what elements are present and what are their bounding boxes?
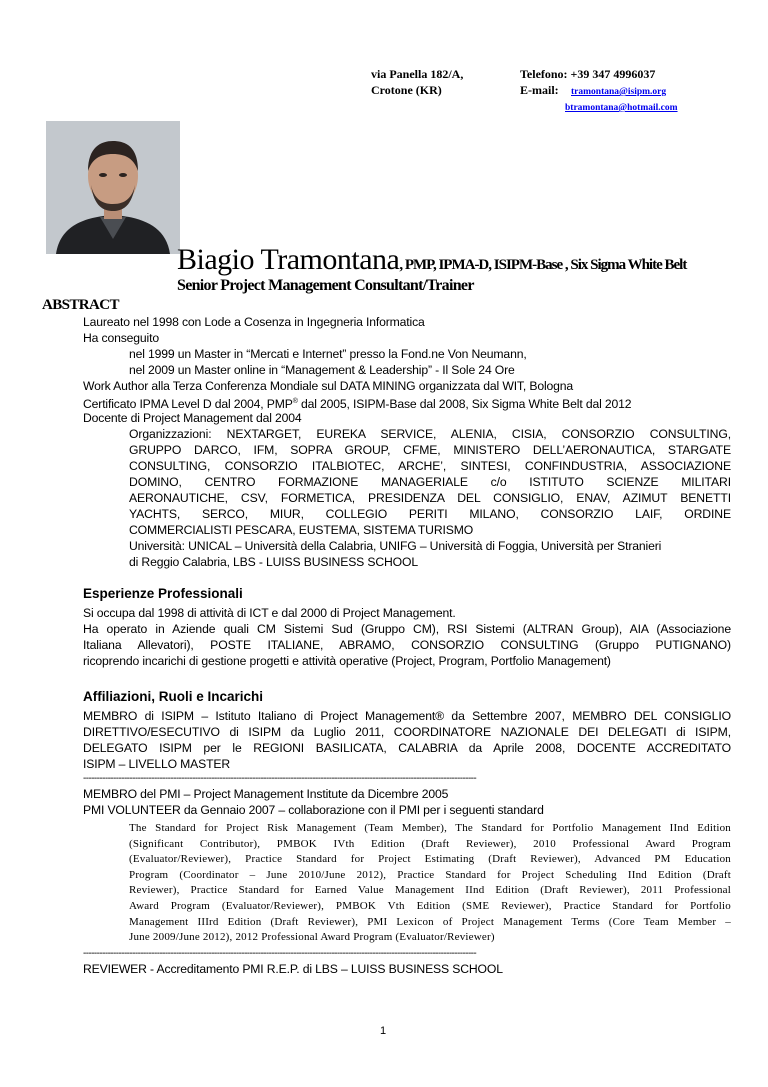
- affiliations-heading: Affiliazioni, Ruoli e Incarichi: [83, 689, 264, 704]
- isipm-line: MEMBRO di ISIPM – Istituto Italiano di Project Management® da Settembre 2007, MEMBRO DEL CONSIGLIO: [83, 709, 731, 723]
- experience-line-2: Ha operato in Aziende quali CM Sistemi Sud (Gruppo CM), RSI Sistemi (ALTRAN Group), AIA (Associazione: [83, 622, 731, 636]
- job-title: Senior Project Management Consultant/Trainer: [177, 277, 474, 294]
- person-name: Biagio Tramontana: [177, 243, 400, 276]
- achieved-label: Ha conseguito: [83, 331, 159, 345]
- phone: Telefono: +39 347 4996037: [520, 67, 656, 81]
- isipm-line: DELEGATO ISIPM per le REGIONI BASILICATA, CALABRIA da Aprile 2008, DOCENTE ACCREDITATO: [83, 741, 731, 755]
- standards-line: (Significant Contributor), PMBOK IVth Edition (Draft Reviewer), 2010 Professional Award Program: [129, 837, 731, 850]
- organizations-last-line: COMMERCIALISTI PESCARA, EUSTEMA, SISTEMA TURISMO: [129, 523, 474, 537]
- standards-line: Management IIIrd Edition (Draft Reviewer), PMI Lexicon of Project Management Terms (Core Team Member –: [129, 915, 731, 928]
- email-link-2[interactable]: btramontana@hotmail.com: [565, 103, 678, 113]
- orgs-line: AERONAUTICHE, CSV, FORMETICA, PRESIDENZA DEL CONSIGLIO, ENAV, AZIMUT BENETTI: [129, 491, 731, 505]
- portrait-image: [46, 121, 180, 254]
- standards-line: Program (Coordinator – June 2010/June 2012), Practice Standard for Project Scheduling IInd Edition (Draft: [129, 868, 731, 881]
- email-link-1[interactable]: tramontana@isipm.org: [571, 87, 667, 97]
- page-number: 1: [380, 1025, 387, 1037]
- orgs-line: DOMINO, CENTRO FORMAZIONE MANAGERIALE c/o ISTITUTO SCIENZE MILITARI: [129, 475, 731, 489]
- isipm-last-line: ISIPM – LIVELLO MASTER: [83, 757, 231, 771]
- master-1: nel 1999 un Master in “Mercati e Internet” presso la Fond.ne Von Neumann,: [129, 347, 527, 361]
- standards-line: (Evaluator/Reviewer), Practice Standard for Project Estimating (Draft Reviewer), Advanced PM Education: [129, 853, 731, 866]
- orgs-line: CONSULTING, CONSORZIO ITALBIOTEC, ARCHE’, SINTESI, CONFINDUSTRIA, ASSOCIAZIONE: [129, 459, 731, 473]
- pmi-member: MEMBRO del PMI – Project Management Institute da Dicembre 2005: [83, 787, 449, 801]
- certifications: Certificato IPMA Level D dal 2004, PMP® dal 2005, ISIPM-Base dal 2008, Six Sigma White Belt dal 2012: [83, 397, 632, 412]
- experience-line-3: Italiana Allevatori), POSTE ITALIANE, ABRAMO, CONSORZIO CONSULTING (Gruppo PUTIGNANO): [83, 638, 731, 652]
- profile-photo: [46, 121, 180, 254]
- master-2: nel 2009 un Master online in “Management & Leadership” - Il Sole 24 Ore: [129, 363, 515, 377]
- separator-2: ------------------------------------------------------------------------------------------------------------------------------------------------: [83, 949, 477, 959]
- teacher-since: Docente di Project Management dal 2004: [83, 411, 302, 425]
- experience-line-1: Si occupa dal 1998 di attività di ICT e dal 2000 di Project Management.: [83, 606, 456, 620]
- person-name-line: [177, 243, 686, 277]
- abstract-heading: ABSTRACT: [42, 297, 119, 313]
- isipm-line: DIRETTIVO/ESECUTIVO di ISIPM da Luglio 2011, COORDINATORE NAZIONALE DEI DELEGATI di ISIPM,: [83, 725, 731, 739]
- universities-line-2: di Reggio Calabria, LBS - LUISS BUSINESS SCHOOL: [129, 555, 418, 569]
- address-line-1: via Panella 182/A,: [371, 67, 464, 81]
- standards-last-line: June 2009/June 2012), 2012 Professional Award Program (Evaluator/Reviewer): [129, 931, 495, 943]
- experience-line-4: ricoprendo incarichi di gestione progetti e attività operative (Project, Program, Portfolio Management): [83, 654, 611, 668]
- qualifications: , PMP, IPMA-D, ISIPM-Base , Six Sigma White Belt: [399, 257, 687, 273]
- separator-1: ------------------------------------------------------------------------------------------------------------------------------------------------: [83, 774, 477, 784]
- degree: Laureato nel 1998 con Lode a Cosenza in Ingegneria Informatica: [83, 315, 425, 329]
- orgs-line: YACHTS, SERCO, MIUR, COLLEGIO PERITI MILANO, CONSORZIO LAIF, ORDINE: [129, 507, 731, 521]
- standards-line: Award Program (Evaluator/Reviewer), PMBOK Vth Edition (SME Reviewer), Practice Standard for Portfolio: [129, 900, 731, 912]
- universities-line-1: Università: UNICAL – Università della Calabria, UNIFG – Università di Foggia, Università per Stranieri: [129, 539, 662, 553]
- work-author: Work Author alla Terza Conferenza Mondiale sul DATA MINING organizzata dal WIT, Bologna: [83, 379, 574, 393]
- orgs-line: GRUPPO DARCO, IFM, SOPRA GROUP, CFME, MINISTERO DELL’AERONAUTICA, STARGATE: [129, 443, 731, 457]
- address-line-2: Crotone (KR): [371, 83, 442, 97]
- experience-heading: Esperienze Professionali: [83, 586, 243, 601]
- reviewer: REVIEWER - Accreditamento PMI R.E.P. di LBS – LUISS BUSINESS SCHOOL: [83, 962, 503, 976]
- standards-line: Reviewer), Practice Standard for Earned Value Management IInd Edition (Draft Reviewer), 2011 Professional: [129, 884, 731, 897]
- standards-line: The Standard for Project Risk Management (Team Member), The Standard for Portfolio Management IInd Edition: [129, 822, 731, 834]
- email-label: E-mail:: [520, 83, 559, 97]
- orgs-line: Organizzazioni: NEXTARGET, EUREKA SERVICE, ALENIA, CISIA, CONSORZIO CONSULTING,: [129, 427, 731, 441]
- pmi-volunteer: PMI VOLUNTEER da Gennaio 2007 – collaborazione con il PMI per i seguenti standard: [83, 803, 544, 817]
